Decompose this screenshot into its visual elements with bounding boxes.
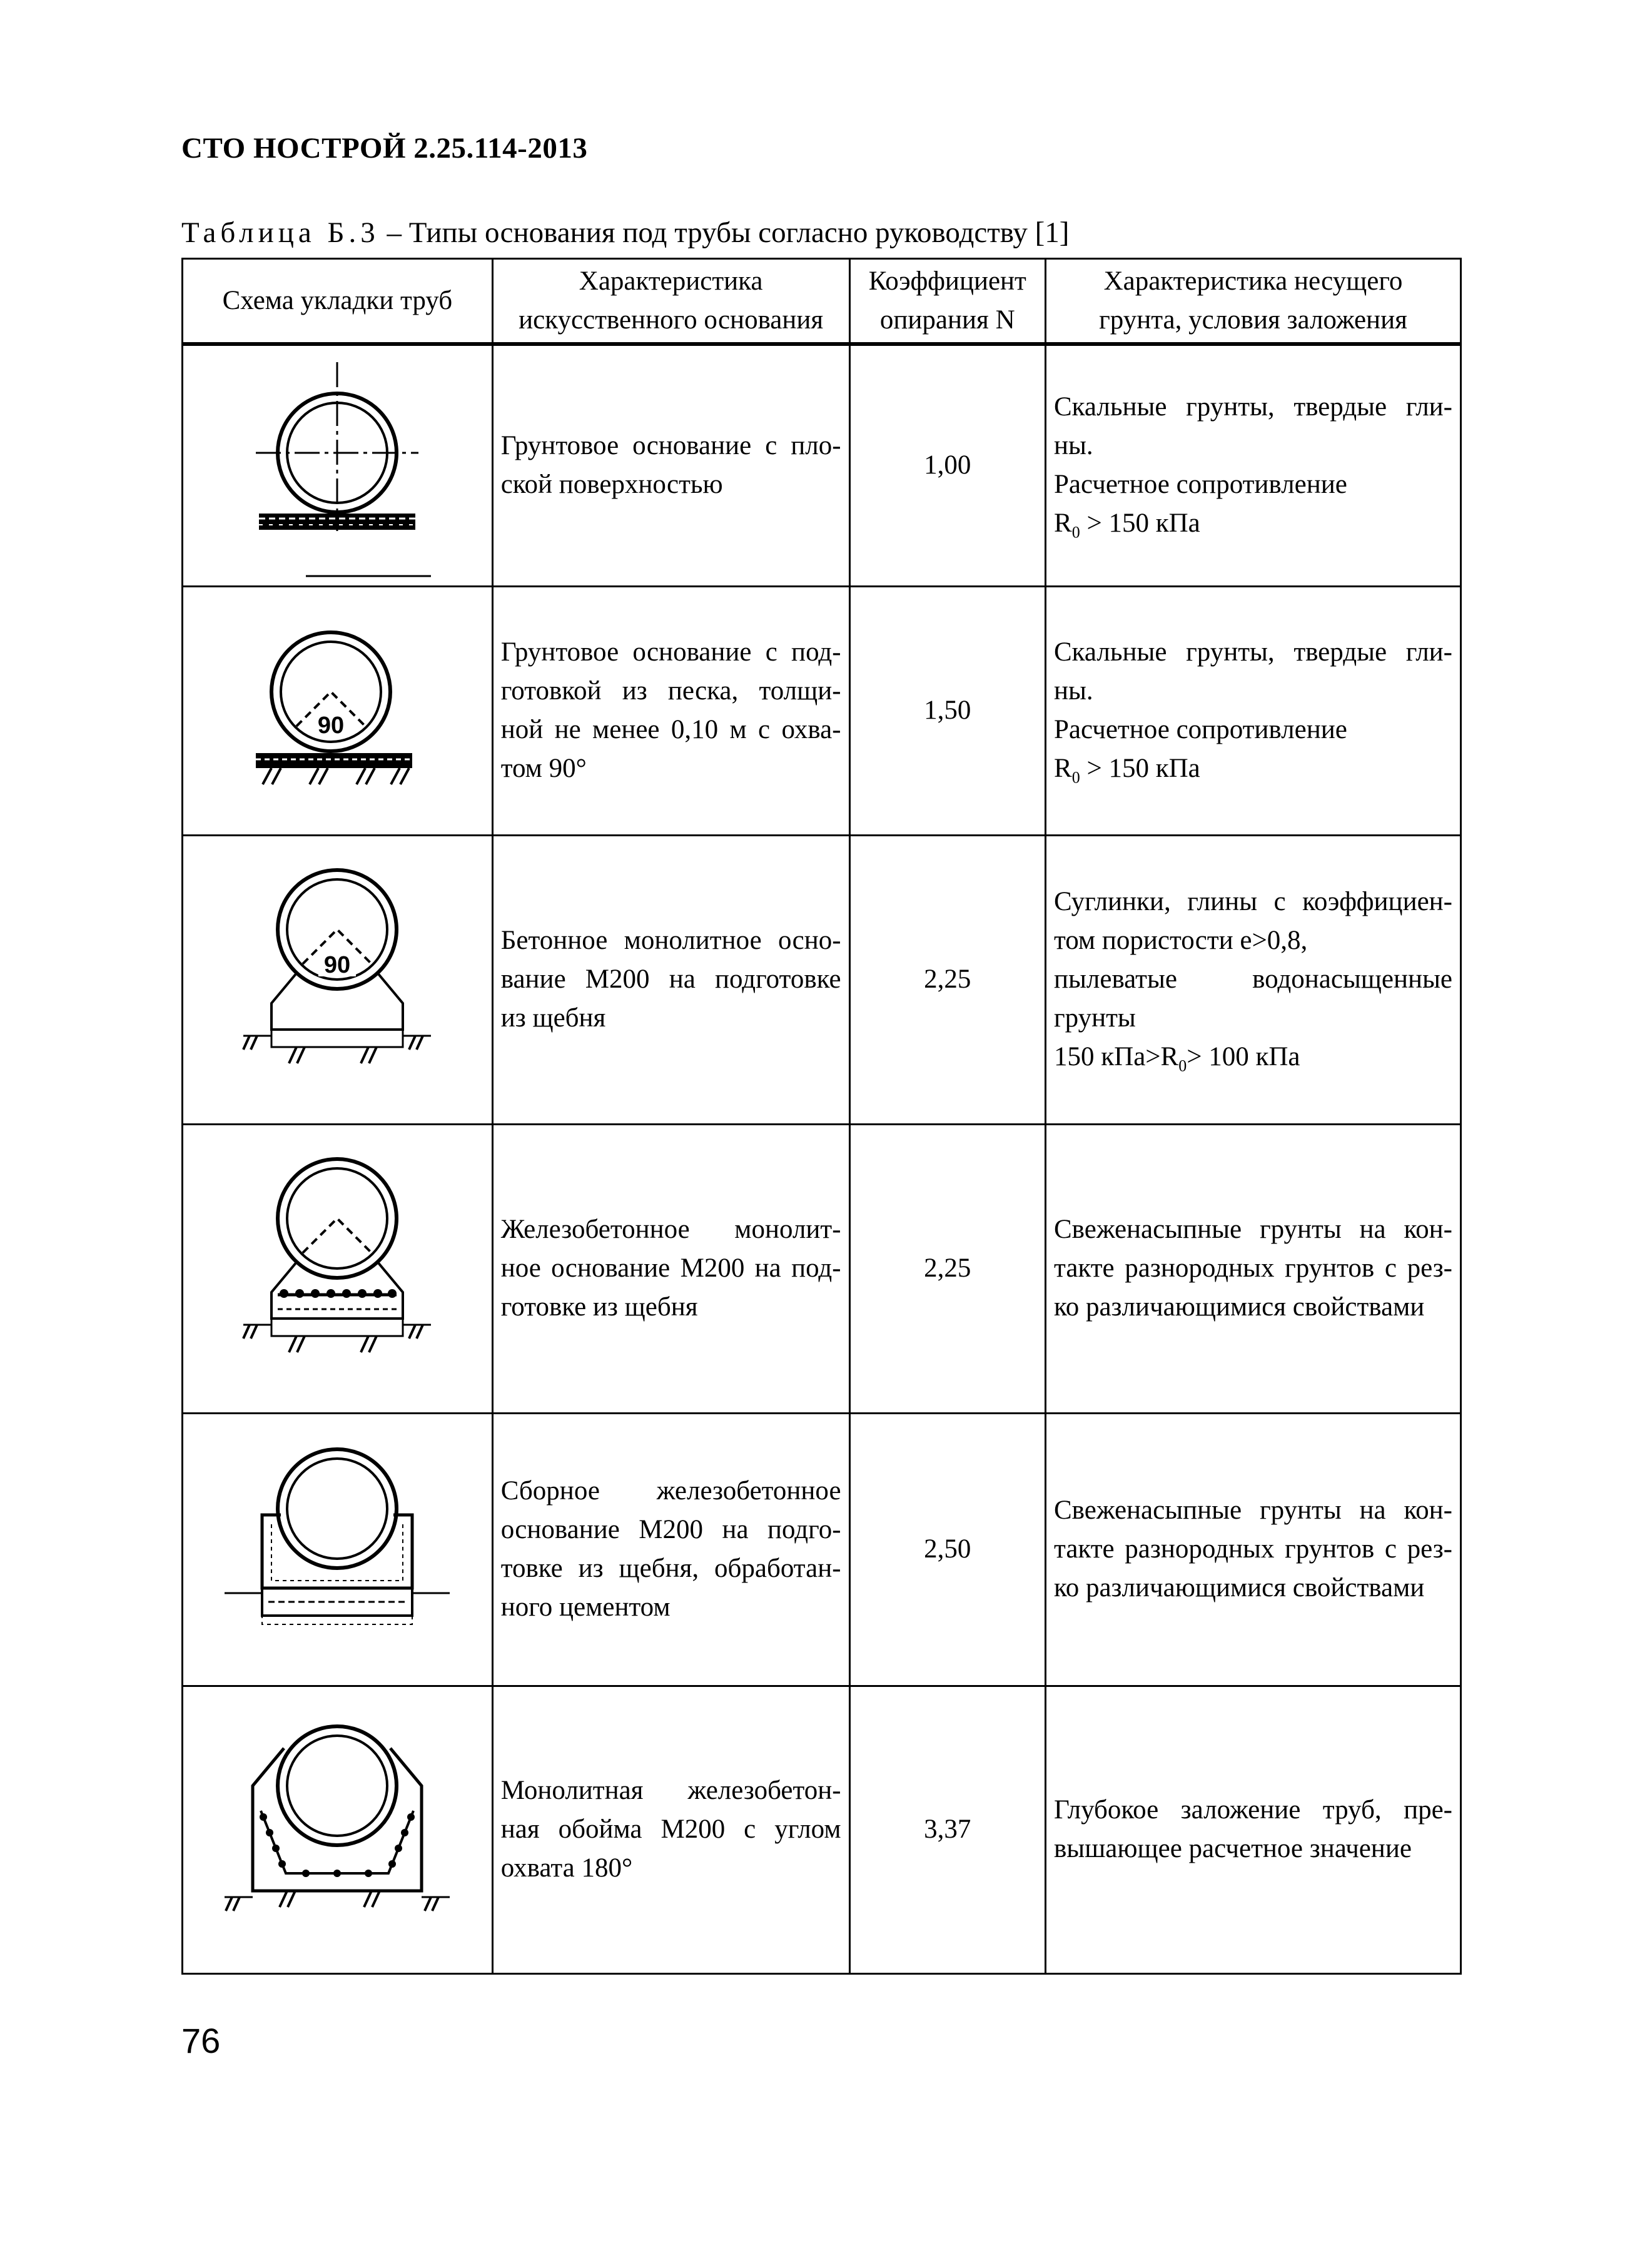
coefficient-cell: 1,50 xyxy=(849,586,1045,835)
base-description-cell: Бетонное монолитное осно- вание М200 на подготовке из щебня xyxy=(492,835,849,1124)
table-row xyxy=(183,344,1461,586)
pipe-flat-soil-base-icon xyxy=(212,350,462,581)
scheme-cell xyxy=(183,835,493,1124)
pipe-sand-bedding-90-icon xyxy=(212,598,462,823)
soil-cell: Суглинки, глины с коэффициен- том пористости е>0,8, пылеватые водонасыщенные грунты 150 $кПа>R_0> 100$ кПа xyxy=(1046,835,1461,1124)
pipe-reinforced-concrete-base-icon xyxy=(212,1137,462,1400)
coefficient-cell: 2,25 xyxy=(849,1124,1045,1413)
svg-text:90: 90 xyxy=(318,712,345,739)
pipe-concrete-base-90-icon xyxy=(212,848,462,1111)
table-row xyxy=(183,1686,1461,1973)
soil-cell: Свеженасыпные грунты на кон- такте разнородных грунтов с рез- ко различающимися свойствами xyxy=(1046,1413,1461,1686)
scheme-cell xyxy=(183,1124,493,1413)
table-row xyxy=(183,1124,1461,1413)
soil-cell: Скальные грунты, твердые гли- ны. Расчетное сопротивление $R_0 > 150$ кПа xyxy=(1046,344,1461,586)
pipe-precast-concrete-base-icon xyxy=(212,1424,462,1674)
soil-cell: Глубокое заложение труб, пре- вышающее расчетное значение xyxy=(1046,1686,1461,1973)
coefficient-cell: 2,50 xyxy=(849,1413,1045,1686)
base-description-cell: Сборное железобетонное основание М200 на подго- товке из щебня, обработан- ного цементом xyxy=(492,1413,849,1686)
caption-text: – Типы основания под трубы согласно руководству [1] xyxy=(379,216,1070,249)
base-description-cell: Грунтовое основание с под- готовкой из песка, толщи- ной не менее 0,10 м с охва- том 90° xyxy=(492,586,849,835)
header-scheme: Схема укладки труб xyxy=(183,259,493,345)
scheme-cell xyxy=(183,1413,493,1686)
base-description-cell: Монолитная железобетон- ная обойма М200 с углом охвата 180° xyxy=(492,1686,849,1973)
pipe-base-types-table xyxy=(181,258,1462,1975)
pipe-monolithic-cradle-180-icon xyxy=(212,1698,462,1961)
svg-text:90: 90 xyxy=(324,952,351,978)
base-description-cell: Грунтовое основание с пло- ской поверхностью xyxy=(492,344,849,586)
header-coefficient: Коэффициент опирания N xyxy=(849,259,1045,345)
scheme-cell xyxy=(183,1686,493,1973)
table-row xyxy=(183,835,1461,1124)
page-number: 76 xyxy=(181,2021,221,2060)
table-caption xyxy=(181,216,1069,250)
soil-cell: Свеженасыпные грунты на кон- такте разнородных грунтов с рез- ко различающимися свойствами xyxy=(1046,1124,1461,1413)
base-description-cell: Железобетонное монолит- ное основание М200 на под- готовке из щебня xyxy=(492,1124,849,1413)
document-header: СТО НОСТРОЙ 2.25.114-2013 xyxy=(181,132,588,165)
caption-label: Таблица Б.3 xyxy=(181,216,380,249)
table-header-row xyxy=(183,259,1461,345)
coefficient-cell: 3,37 xyxy=(849,1686,1045,1973)
table-row xyxy=(183,586,1461,835)
coefficient-cell: 1,00 xyxy=(849,344,1045,586)
scheme-cell xyxy=(183,344,493,586)
scheme-cell xyxy=(183,586,493,835)
header-base: Характеристика искусственного основания xyxy=(492,259,849,345)
coefficient-cell: 2,25 xyxy=(849,835,1045,1124)
soil-cell: Скальные грунты, твердые гли- ны. Расчетное сопротивление $R_0 > 150$ кПа xyxy=(1046,586,1461,835)
table-row xyxy=(183,1413,1461,1686)
header-soil: Характеристика несущего грунта, условия заложения xyxy=(1046,259,1461,345)
